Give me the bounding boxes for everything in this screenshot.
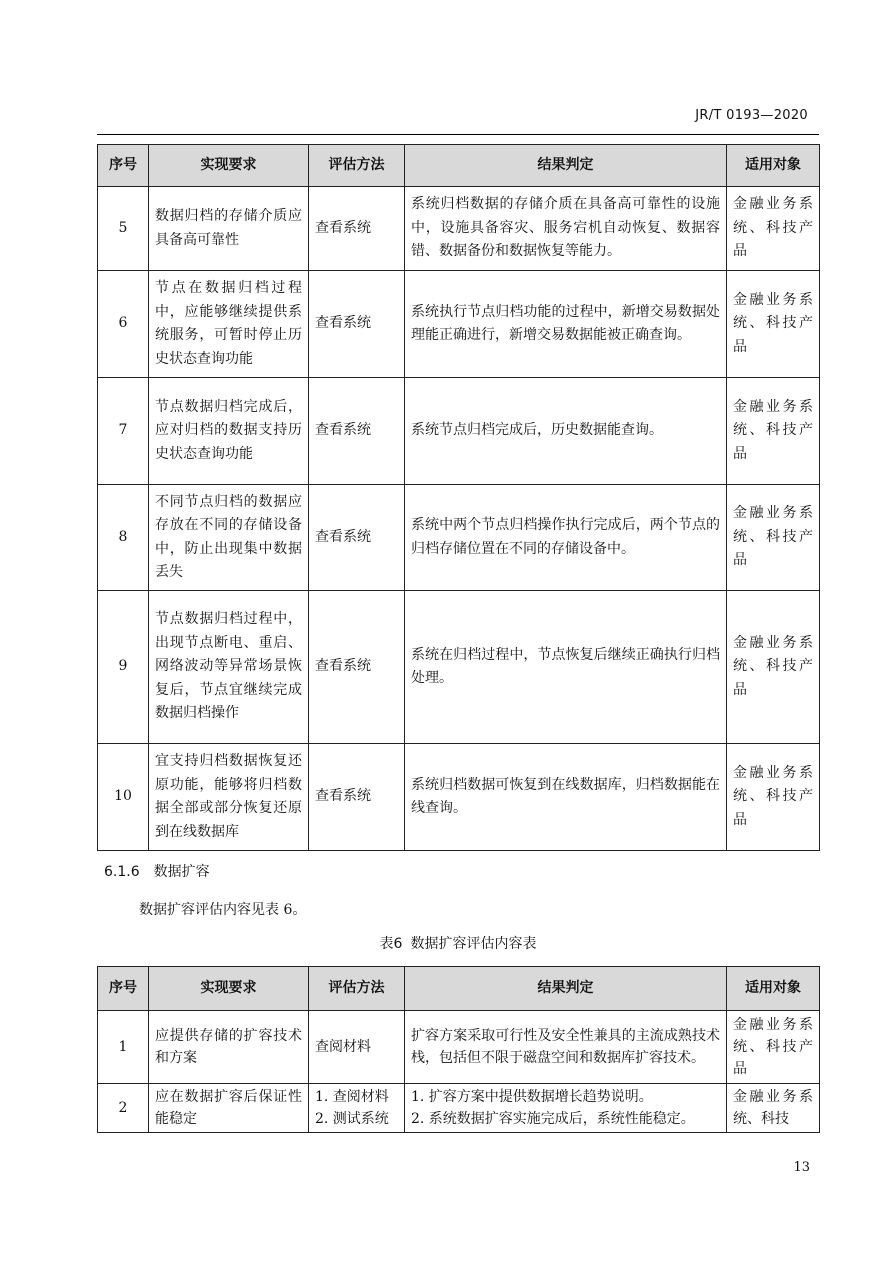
table-caption: [97, 933, 819, 953]
row-requirement: 节点数据归档完成后，应对归档的数据支持历史状态查询功能: [149, 378, 309, 485]
col-header-requirement: 实现要求: [149, 967, 309, 1011]
row-result: [405, 1084, 727, 1133]
method-item: 1. 查阅材料: [315, 1089, 389, 1105]
row-object: 金融业务系统、科技产品: [727, 1011, 820, 1084]
row-requirement: 应在数据扩容后保证性能稳定: [149, 1084, 309, 1133]
section-number: 6.1.6: [104, 864, 140, 880]
page-number: 13: [793, 1160, 810, 1175]
col-header-object: 适用对象: [727, 145, 820, 187]
col-header-method: 评估方法: [309, 145, 405, 187]
row-object: 金融业务系统、科技产品: [727, 485, 820, 591]
col-header-object: 适用对象: [727, 967, 820, 1011]
row-result: 系统归档数据可恢复到在线数据库，归档数据能在线查询。: [405, 744, 727, 851]
row-requirement: 节点数据归档过程中，出现节点断电、重启、网络波动等异常场景恢复后，节点宜继续完成数据归档操作: [149, 591, 309, 744]
row-index: 2: [98, 1084, 149, 1133]
row-result: 系统归档数据的存储介质在具备高可靠性的设施中，设施具备容灾、服务宕机自动恢复、数据容错、数据备份和数据恢复等能力。: [405, 187, 727, 271]
table-caption-number: 表6: [379, 936, 403, 952]
row-method: 查看系统: [309, 744, 405, 851]
col-header-result: 结果判定: [405, 967, 727, 1011]
section-title: 数据扩容: [153, 864, 210, 880]
result-item: 2. 系统数据扩容实施完成后，系统性能稳定。: [411, 1111, 695, 1127]
document-code: JR/T 0193—2020: [695, 108, 808, 123]
row-result: 系统在归档过程中，节点恢复后继续正确执行归档处理。: [405, 591, 727, 744]
row-object: 金融业务系统、科技产品: [727, 591, 820, 744]
row-requirement: 节点在数据归档过程中，应能够继续提供系统服务，可暂时停止历史状态查询功能: [149, 271, 309, 378]
table-row: [98, 744, 820, 851]
section-intro: 数据扩容评估内容见表 6。: [139, 902, 307, 918]
table-row: [98, 1084, 820, 1133]
col-header-requirement: 实现要求: [149, 145, 309, 187]
table-row: [98, 271, 820, 378]
header-rule: [97, 134, 819, 135]
row-method: 查看系统: [309, 378, 405, 485]
row-object: 金融业务系统、科技产品: [727, 744, 820, 851]
col-header-index: 序号: [98, 145, 149, 187]
row-method: 查看系统: [309, 187, 405, 271]
row-object: 金融业务系统、科技: [727, 1084, 820, 1133]
row-result: 系统执行节点归档功能的过程中，新增交易数据处理能正确进行，新增交易数据能被正确查询。: [405, 271, 727, 378]
row-method: 查看系统: [309, 271, 405, 378]
row-result: 扩容方案采取可行性及安全性兼具的主流成熟技术栈，包括但不限于磁盘空间和数据库扩容技术。: [405, 1011, 727, 1084]
table-row: [98, 591, 820, 744]
col-header-index: 序号: [98, 967, 149, 1011]
evaluation-table-expansion: [97, 966, 820, 1133]
table-caption-title: 数据扩容评估内容表: [410, 936, 537, 952]
row-index: 6: [98, 271, 149, 378]
row-method: 查看系统: [309, 485, 405, 591]
table-header-row: [98, 145, 820, 187]
table-row: [98, 187, 820, 271]
table-row: [98, 1011, 820, 1084]
row-result: 系统中两个节点归档操作执行完成后，两个节点的归档存储位置在不同的存储设备中。: [405, 485, 727, 591]
section-heading: [104, 861, 210, 881]
row-requirement: 数据归档的存储介质应具备高可靠性: [149, 187, 309, 271]
table-row: [98, 485, 820, 591]
row-object: 金融业务系统、科技产品: [727, 271, 820, 378]
row-method: [309, 1084, 405, 1133]
result-item: 1. 扩容方案中提供数据增长趋势说明。: [411, 1089, 653, 1105]
row-index: 10: [98, 744, 149, 851]
method-item: 2. 测试系统: [315, 1111, 389, 1127]
col-header-result: 结果判定: [405, 145, 727, 187]
row-object: 金融业务系统、科技产品: [727, 378, 820, 485]
table-row: [98, 378, 820, 485]
row-result: 系统节点归档完成后，历史数据能查询。: [405, 378, 727, 485]
table-header-row: [98, 967, 820, 1011]
row-method: 查阅材料: [309, 1011, 405, 1084]
row-index: 5: [98, 187, 149, 271]
row-method: 查看系统: [309, 591, 405, 744]
col-header-method: 评估方法: [309, 967, 405, 1011]
row-object: 金融业务系统、科技产品: [727, 187, 820, 271]
row-index: 9: [98, 591, 149, 744]
row-requirement: 宜支持归档数据恢复还原功能，能够将归档数据全部或部分恢复还原到在线数据库: [149, 744, 309, 851]
row-requirement: 应提供存储的扩容技术和方案: [149, 1011, 309, 1084]
evaluation-table-archive: [97, 144, 820, 851]
row-index: 1: [98, 1011, 149, 1084]
row-index: 7: [98, 378, 149, 485]
row-index: 8: [98, 485, 149, 591]
row-requirement: 不同节点归档的数据应存放在不同的存储设备中，防止出现集中数据丢失: [149, 485, 309, 591]
